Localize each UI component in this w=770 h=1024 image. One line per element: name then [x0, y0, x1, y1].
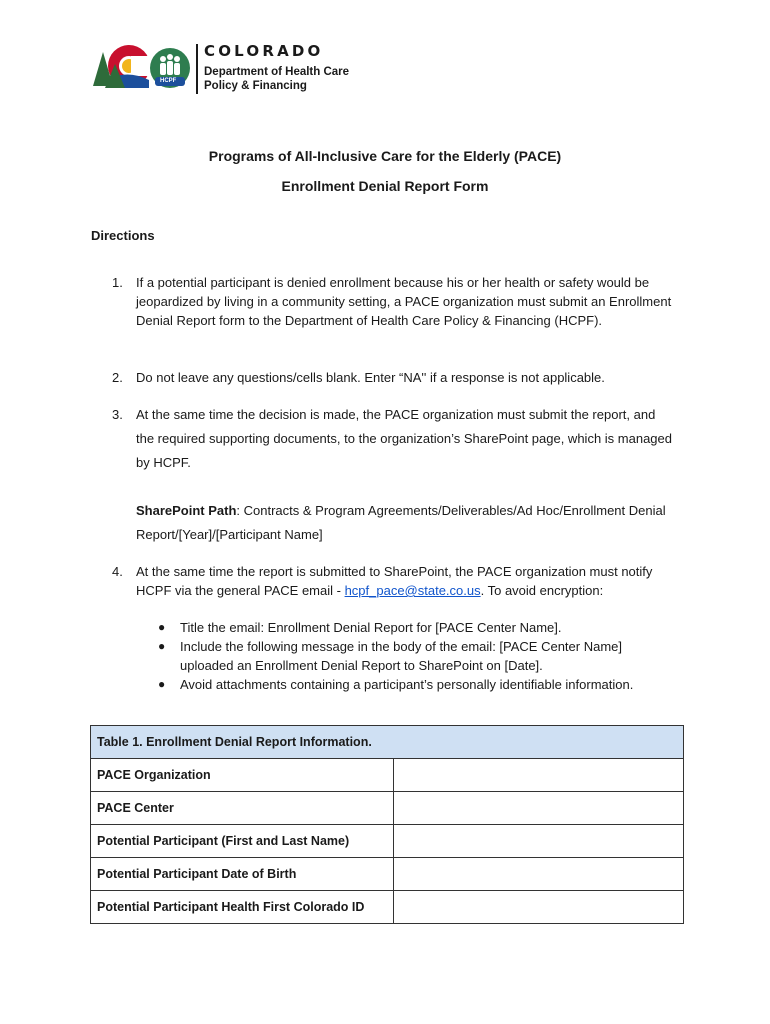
table-caption: Table 1. Enrollment Denial Report Information. — [91, 726, 684, 759]
logo-state-name: COLORADO — [204, 42, 324, 60]
colorado-c-logo-icon — [91, 42, 149, 90]
bullet-icon: ● — [158, 639, 166, 653]
participant-dob-field[interactable] — [394, 858, 684, 891]
direction-text-before: At the same time the report is submitted to SharePoint, the PACE organization must notify HCPF via the general PACE email - — [136, 564, 653, 598]
page-title: Programs of All-Inclusive Care for the Elderly (PACE) — [208, 148, 562, 164]
logo-department-name — [204, 65, 384, 93]
bullet-text: Title the email: Enrollment Denial Report for [PACE Center Name]. — [180, 620, 562, 635]
list-item — [158, 637, 678, 675]
logo-divider — [196, 44, 198, 94]
pace-center-field[interactable] — [394, 792, 684, 825]
enrollment-denial-table — [90, 725, 684, 924]
email-instructions-list — [158, 618, 678, 694]
participant-health-id-field[interactable] — [394, 891, 684, 924]
direction-number: 2. — [112, 370, 123, 385]
logo-department-line1: Department of Health Care — [204, 66, 350, 78]
table-row-label: Potential Participant Date of Birth — [91, 858, 394, 891]
bullet-text: Avoid attachments containing a participant’s personally identifiable information. — [180, 677, 634, 692]
table-caption-row — [91, 726, 684, 759]
table-row — [91, 825, 684, 858]
hcpf-family-icon — [149, 46, 191, 92]
bullet-icon: ● — [158, 620, 166, 634]
bullet-text: Include the following message in the body of the email: [PACE Center Name] uploaded an Enrollment Denial Report to SharePoint on [Date]. — [180, 639, 622, 673]
table-row-label: PACE Organization — [91, 759, 394, 792]
direction-text — [136, 562, 676, 600]
hcpf-badge-text: HCPF — [160, 78, 177, 84]
table-row — [91, 792, 684, 825]
direction-text: If a potential participant is denied enrollment because his or her health or safety would be jeopardized by living in a community setting, a PACE organization must submit an Enrollment Denial Report form to the Department of Health Care Policy & Financing (HCPF). — [136, 275, 672, 328]
pace-email-link[interactable]: hcpf_pace@state.co.us — [344, 583, 481, 598]
directions-heading: Directions — [91, 228, 155, 243]
logo-department-line2: Policy & Financing — [204, 80, 307, 92]
sharepoint-path-label: SharePoint Path — [136, 503, 237, 518]
table-row — [91, 891, 684, 924]
direction-text-after: . To avoid encryption: — [480, 583, 604, 598]
pace-organization-field[interactable] — [394, 759, 684, 792]
direction-number: 1. — [112, 275, 123, 290]
bullet-icon: ● — [158, 677, 166, 691]
list-item — [158, 618, 678, 637]
sharepoint-path — [136, 499, 676, 547]
list-item — [158, 675, 678, 694]
sharepoint-path-value: : Contracts & Program Agreements/Deliverables/Ad Hoc/Enrollment Denial Report/[Year]/[Participant Name] — [136, 503, 666, 542]
direction-text: Do not leave any questions/cells blank. Enter “NA'' if a response is not applicable. — [136, 370, 605, 385]
direction-text: At the same time the decision is made, the PACE organization must submit the report, and the required supporting documents, to the organization’s SharePoint page, which is managed by HCPF. — [136, 407, 672, 470]
direction-number: 4. — [112, 564, 123, 579]
hcpf-logo — [91, 42, 381, 96]
participant-name-field[interactable] — [394, 825, 684, 858]
page-subtitle: Enrollment Denial Report Form — [281, 178, 489, 194]
table-row — [91, 759, 684, 792]
table-row-label: PACE Center — [91, 792, 394, 825]
table-row-label: Potential Participant (First and Last Name) — [91, 825, 394, 858]
direction-number: 3. — [112, 407, 123, 422]
table-row — [91, 858, 684, 891]
table-row-label: Potential Participant Health First Colorado ID — [91, 891, 394, 924]
